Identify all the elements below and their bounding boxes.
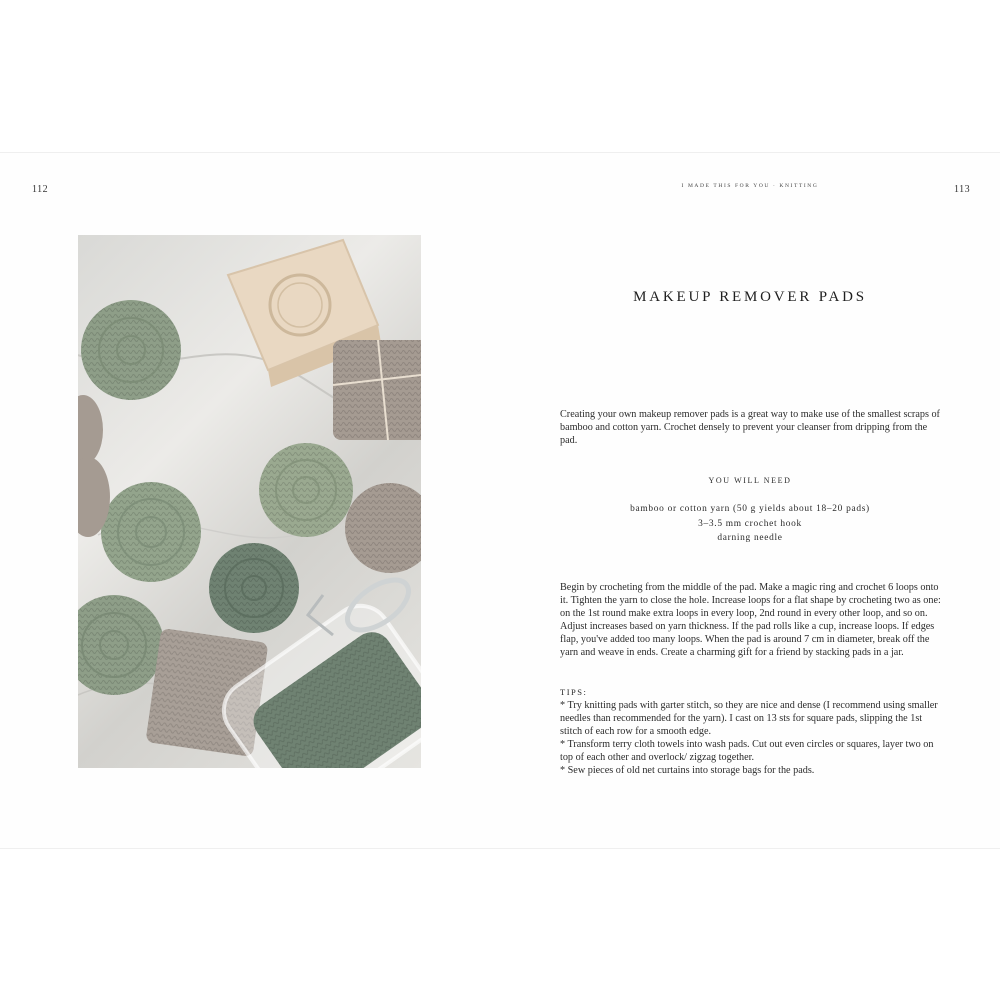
book-spread: [0, 152, 1000, 849]
round-pad: [81, 300, 181, 400]
materials-list: [560, 502, 940, 546]
pad-stack: [333, 340, 421, 440]
round-pad: [78, 595, 164, 695]
round-pad: [259, 443, 353, 537]
right-page-number: 113: [954, 184, 971, 195]
tip-item: * Transform terry cloth towels into wash pads. Cut out even circles or squares, layer two on top of each other and overlock/ zigzag together.: [560, 739, 934, 763]
round-pad: [101, 482, 201, 582]
materials-item: 3–3.5 mm crochet hook: [698, 518, 802, 529]
intro-paragraph: Creating your own makeup remover pads is a great way to make use of the smallest scraps of bamboo and cotton yarn. Crochet densely to prevent your cleanser from dripping from the pad.: [560, 409, 940, 446]
materials-item: bamboo or cotton yarn (50 g yields about 18–20 pads): [630, 504, 870, 514]
left-page-number: 112: [32, 184, 49, 195]
photo-crochet-pads: [78, 235, 421, 768]
running-head: I MADE THIS FOR YOU · KNITTING: [681, 183, 819, 189]
round-pad: [209, 543, 299, 633]
materials-item: darning needle: [717, 533, 783, 543]
you-will-need-heading: YOU WILL NEED: [708, 476, 792, 485]
grey-pad: [345, 483, 421, 573]
tip-item: * Try knitting pads with garter stitch, so they are nice and dense (I recommend using smaller needles than recommended for the yarn). I cast on 13 sts for square pads, slipping the 1st stitch of each row for a smooth edge.: [560, 700, 938, 737]
method-paragraph: Begin by crocheting from the middle of the pad. Make a magic ring and crochet 6 loops onto it. Tighten the yarn to close the hole. Increase loops for a flat shape by crocheting two as one: on the 1st round make extra loops in every loop, 2nd round in every other loop, and so on. Adjust increases based on yarn thickness. If the pad rolls like a cup, increase loops. If edges flap, you've added too many loops. When the pad is around 7 cm in diameter, break off the yarn and weave in ends. Create a charming gift for a friend by stacking pads in a jar.: [560, 582, 941, 658]
tips-heading: TIPS:: [560, 687, 588, 697]
photo-illustration: [78, 235, 421, 768]
tips-section: [560, 686, 944, 777]
partial-pad: [78, 395, 103, 465]
recipe-title: MAKEUP REMOVER PADS: [633, 289, 867, 305]
tip-item: * Sew pieces of old net curtains into storage bags for the pads.: [560, 765, 815, 776]
